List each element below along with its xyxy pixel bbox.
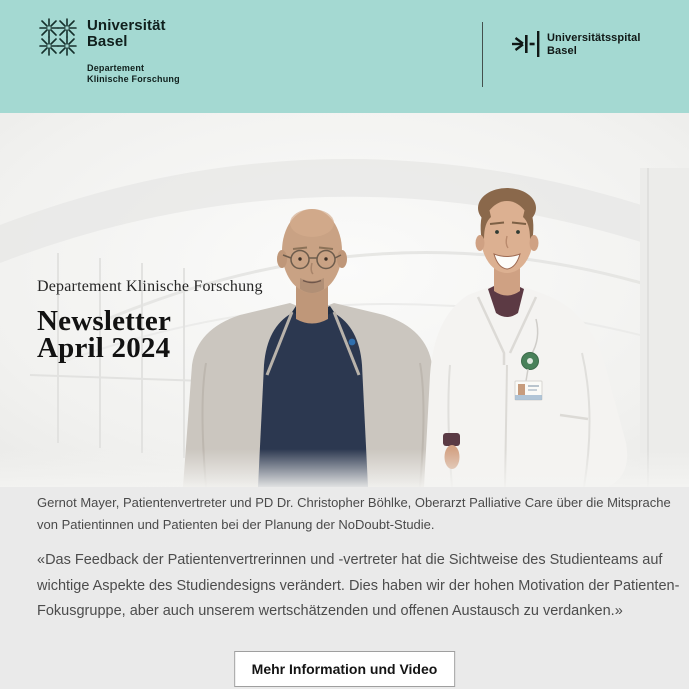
unibas-logo-title: Universität Basel — [87, 17, 166, 50]
header-divider — [482, 22, 483, 87]
more-information-video-button[interactable]: Mehr Information und Video — [234, 651, 456, 687]
unibas-snowflake-logo-icon — [38, 17, 78, 57]
usb-logo — [512, 30, 641, 58]
hero-section — [0, 113, 689, 487]
hero-text-overlay — [37, 278, 263, 364]
unibas-logo — [38, 15, 180, 85]
hero-title-line1: Newsletter — [37, 305, 172, 337]
hero-title — [37, 305, 263, 364]
header-banner — [0, 0, 689, 113]
hero-title-line2: April 2024 — [37, 331, 171, 364]
usb-arrow-logo-icon — [512, 30, 542, 58]
quote-paragraph: «Das Feedback der Patientenvertrerinnen und -vertreter hat die Sichtweise des Studienteams auf wichtige Aspekte des Studiendesigns verändert. Dies haben wir der hohen Motivation der Patienten-Fokusgruppe, aber auch unserem wertschätzenden und offenen Austausch zu verdanken.» — [37, 552, 680, 619]
usb-logo-title: Universitätsspital Basel — [547, 32, 641, 57]
unibas-logo-department: Departement Klinische Forschung — [87, 63, 180, 84]
hero-kicker: Departement Klinische Forschung — [37, 278, 263, 295]
photo-caption: Gernot Mayer, Patientenvertreter und PD Dr. Christopher Böhlke, Oberarzt Palliative Care über die Mitsprache von Patientinnen und Patienten bei der Planung der NoDoubt-Studie. — [37, 495, 671, 532]
